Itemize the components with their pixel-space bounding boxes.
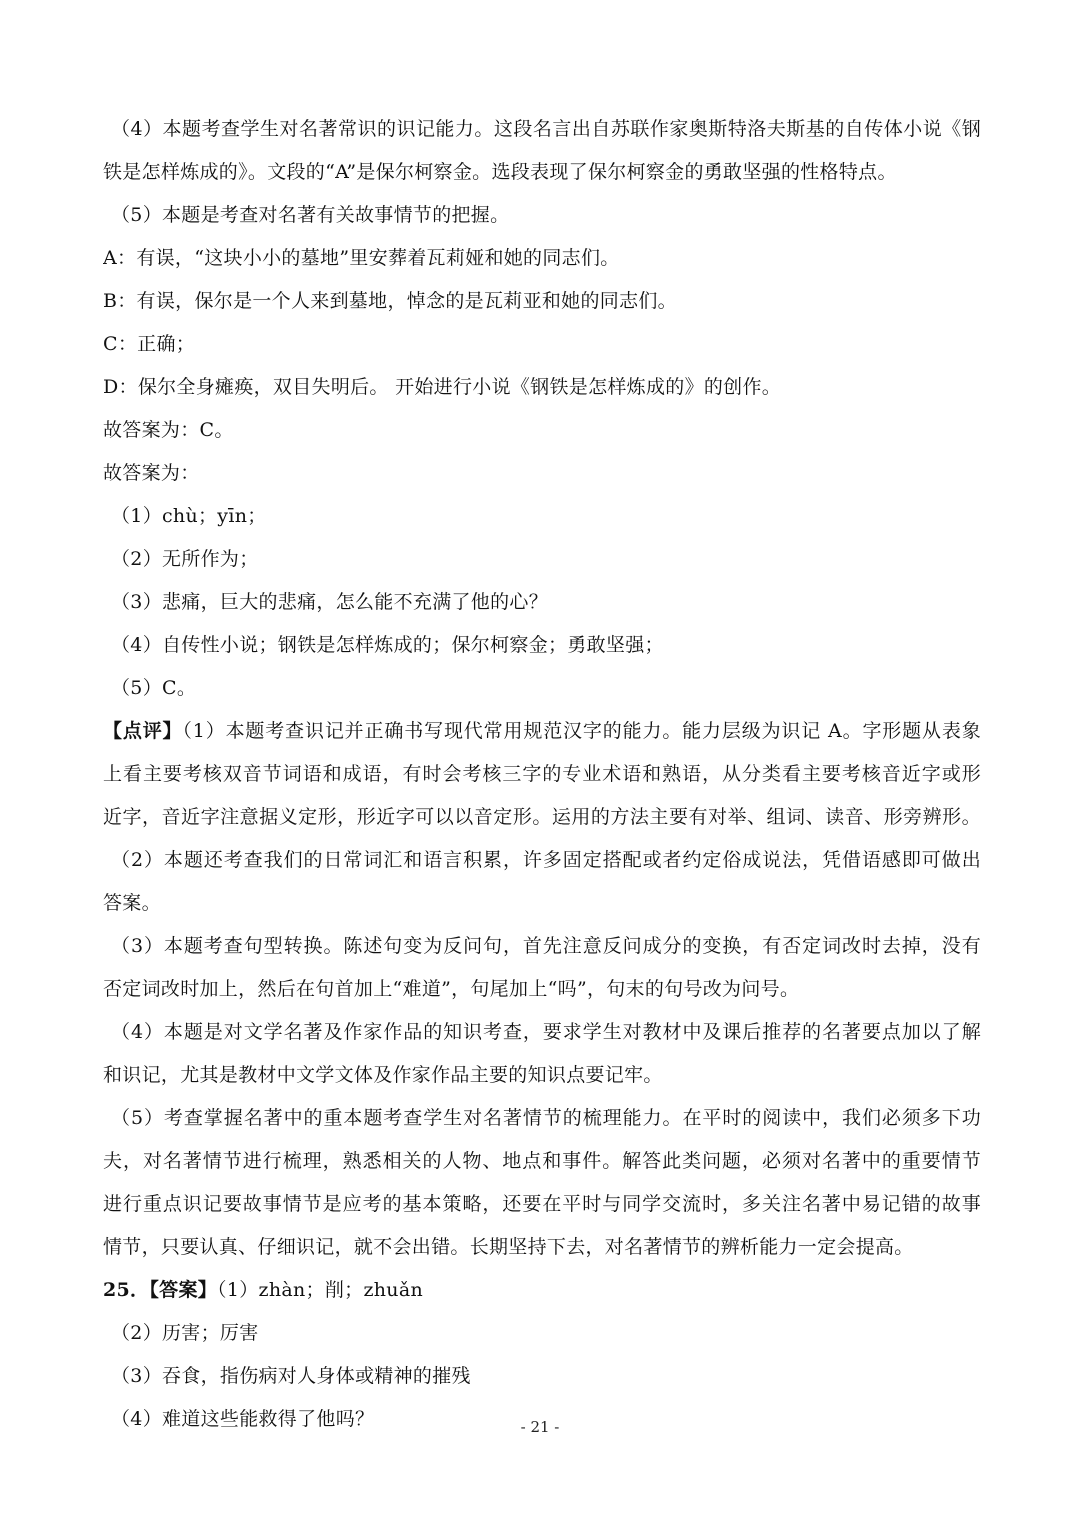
text-line: 铁是怎样炼成的》。文段的“A”是保尔柯察金。选段表现了保尔柯察金的勇敢坚强的性格特点。 xyxy=(103,161,897,183)
page-number: - 21 - xyxy=(520,1418,560,1436)
text-line: 情节，只要认真、仔细识记，就不会出错。长期坚持下去，对名著情节的辨析能力一定会提高。 xyxy=(103,1236,914,1258)
answer-heading-line xyxy=(103,1269,981,1312)
text-line: 夫，对名著情节进行梳理，熟悉相关的人物、地点和事件。解答此类问题，必须对名著中的重要情节 xyxy=(103,1150,981,1172)
text-line: 和识记，尤其是教材中文学文体及作家作品主要的知识点要记牢。 xyxy=(103,1064,663,1086)
text-line: 进行重点识记要故事情节是应考的基本策略，还要在平时与同学交流时，多关注名著中易记错的故事 xyxy=(103,1193,981,1215)
text-line: 近字，音近字注意据义定形，形近字可以以音定形。运用的方法主要有对举、组词、读音、形旁辨形。 xyxy=(103,806,981,828)
answer-line: （3）悲痛，巨大的悲痛，怎么能不充满了他的心？ xyxy=(111,591,548,613)
answer-text: （1）zhàn；削；zhuǎn xyxy=(217,1279,423,1301)
answer-line: （4）难道这些能救得了他吗？ xyxy=(111,1408,375,1430)
text-line: （4）本题是对文学名著及作家作品的知识考查，要求学生对教材中及课后推荐的名著要点加以了解 xyxy=(111,1021,981,1043)
answer-line: （1）chù；yīn； xyxy=(111,505,267,527)
answer-line: （2）历害；厉害 xyxy=(111,1322,259,1344)
text-line: 故答案为： xyxy=(103,462,200,484)
text-line: 上看主要考核双音节词语和成语，有时会考核三字的专业术语和熟语，从分类看主要考核音近字或形 xyxy=(103,763,981,785)
option-a-line: A：有误，“这块小小的墓地”里安葬着瓦莉娅和她的同志们。 xyxy=(103,247,620,269)
text-line: 答案。 xyxy=(103,892,161,914)
text-line: 故答案为：C。 xyxy=(103,419,234,441)
text-line: （3）本题考查句型转换。陈述句变为反问句，首先注意反问成分的变换，有否定词改时去掉，没有 xyxy=(111,935,981,957)
text-line: 否定词改时加上，然后在句首加上“难道”，句尾加上“吗”，句末的句号改为问号。 xyxy=(103,978,800,1000)
text-line: （5）考查掌握名著中的重本题考查学生对名著情节的梳理能力。在平时的阅读中，我们必须多下功 xyxy=(111,1107,981,1129)
comment-label: 【点评】 xyxy=(103,720,183,742)
document-body xyxy=(103,108,981,1441)
option-d-line: D：保尔全身瘫痪，双目失明后。 开始进行小说《钢铁是怎样炼成的》的创作。 xyxy=(103,376,782,398)
question-number: 25． xyxy=(103,1279,150,1301)
comment-text: （1）本题考查识记并正确书写现代常用规范汉字的能力。能力层级为识记 A。字形题从表象 xyxy=(182,720,981,742)
answer-line: （2）无所作为； xyxy=(111,548,259,570)
text-line: （2）本题还考查我们的日常词汇和语言积累，许多固定搭配或者约定俗成说法，凭借语感即可做出 xyxy=(111,849,981,871)
text-line: （5）本题是考查对名著有关故事情节的把握。 xyxy=(111,204,510,226)
answer-label: 【答案】 xyxy=(149,1279,218,1301)
option-c-line: C：正确； xyxy=(103,333,196,355)
answer-line: （5）C。 xyxy=(111,677,197,699)
option-b-line: B：有误，保尔是一个人来到墓地，悼念的是瓦莉亚和她的同志们。 xyxy=(103,290,677,312)
comment-line xyxy=(103,710,981,753)
answer-line: （3）吞食，指伤病对人身体或精神的摧残 xyxy=(111,1365,471,1387)
answer-line: （4）自传性小说；钢铁是怎样炼成的；保尔柯察金；勇敢坚强； xyxy=(111,634,664,656)
text-line: （4）本题考查学生对名著常识的识记能力。这段名言出自苏联作家奥斯特洛夫斯基的自传体小说《钢 xyxy=(111,118,981,140)
